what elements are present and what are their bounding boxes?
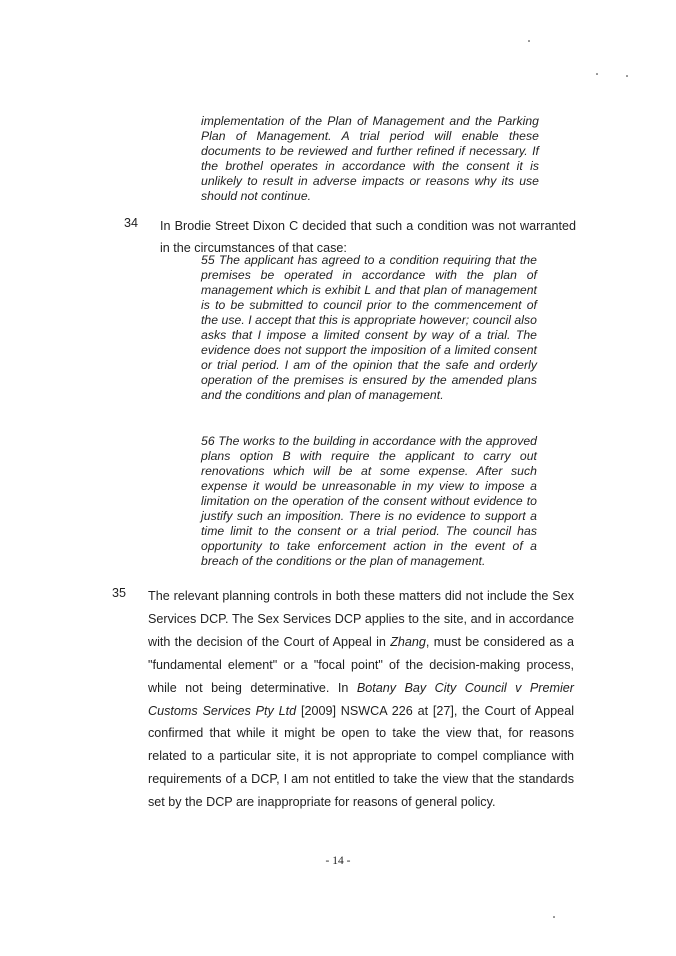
case-name-zhang: Zhang <box>390 634 426 649</box>
page-number: - 14 - <box>325 855 351 867</box>
scan-speck <box>626 75 628 77</box>
case-name-botany-bay: Botany Bay City Council v Premier Customs Services Pty Ltd <box>148 680 574 718</box>
scan-speck <box>528 40 530 42</box>
paragraph-35-text-part: , must be considered as a "fundamental element" or a "focal point" of the decision-making process, while not being determinative. In <box>148 634 574 695</box>
quote-continuation: implementation of the Plan of Management and the Parking Plan of Management. A trial period will enable these documents to be reviewed and further refined if necessary. If the brothel operates in accordance with the consent it is unlikely to result in adverse impacts or reasons why its use should not continue. <box>201 114 539 203</box>
paragraph-34-text: In Brodie Street Dixon C decided that such a condition was not warranted in the circumstances of that case: <box>160 219 576 255</box>
quote-paragraph-56: 56 The works to the building in accordance with the approved plans option B with require the applicant to carry out renovations which will be at some expense. After such expense it would be unreasonable in my view to impose a limitation on the operation of the consent without evidence to justify such an imposition. There is no evidence to support a time limit to the consent or a trial period. The council has opportunity to take enforcement action in the event of a breach of the conditions or the plan of management. <box>201 434 537 568</box>
paragraph-number-35: 35 <box>112 586 127 600</box>
quote-paragraph-55: 55 The applicant has agreed to a condition requiring that the premises be operated in accordance with the plan of management which is exhibit L and that plan of management is to be submitted to council prior to the commencement of the use. I accept that this is appropriate however; council also asks that I impose a limited consent by way of a trial. The evidence does not support the imposition of a limited consent or trial period. I am of the opinion that the safe and orderly operation of the premises is ensured by the amended plans and the conditions and plan of management. <box>201 253 537 402</box>
paragraph-35-text-part: The relevant planning controls in both these matters did not include the Sex Services DCP. The Sex Services DCP applies to the site, and in accordance with the decision of the Court of Appeal in <box>148 589 574 649</box>
paragraph-35-text-part: [2009] NSWCA 226 at [27], the Court of Appeal confirmed that while it might be open to take the view that, for reasons related to a particular site, it is not appropriate to compel compliance with requirements of a DCP, I am not entitled to take the view that the standards set by the DCP are inappropriate for reasons of general policy. <box>148 703 574 810</box>
paragraph-35-text <box>148 585 574 814</box>
scan-speck <box>553 916 555 918</box>
scan-speck <box>596 73 598 75</box>
paragraph-number-34: 34 <box>124 216 139 230</box>
